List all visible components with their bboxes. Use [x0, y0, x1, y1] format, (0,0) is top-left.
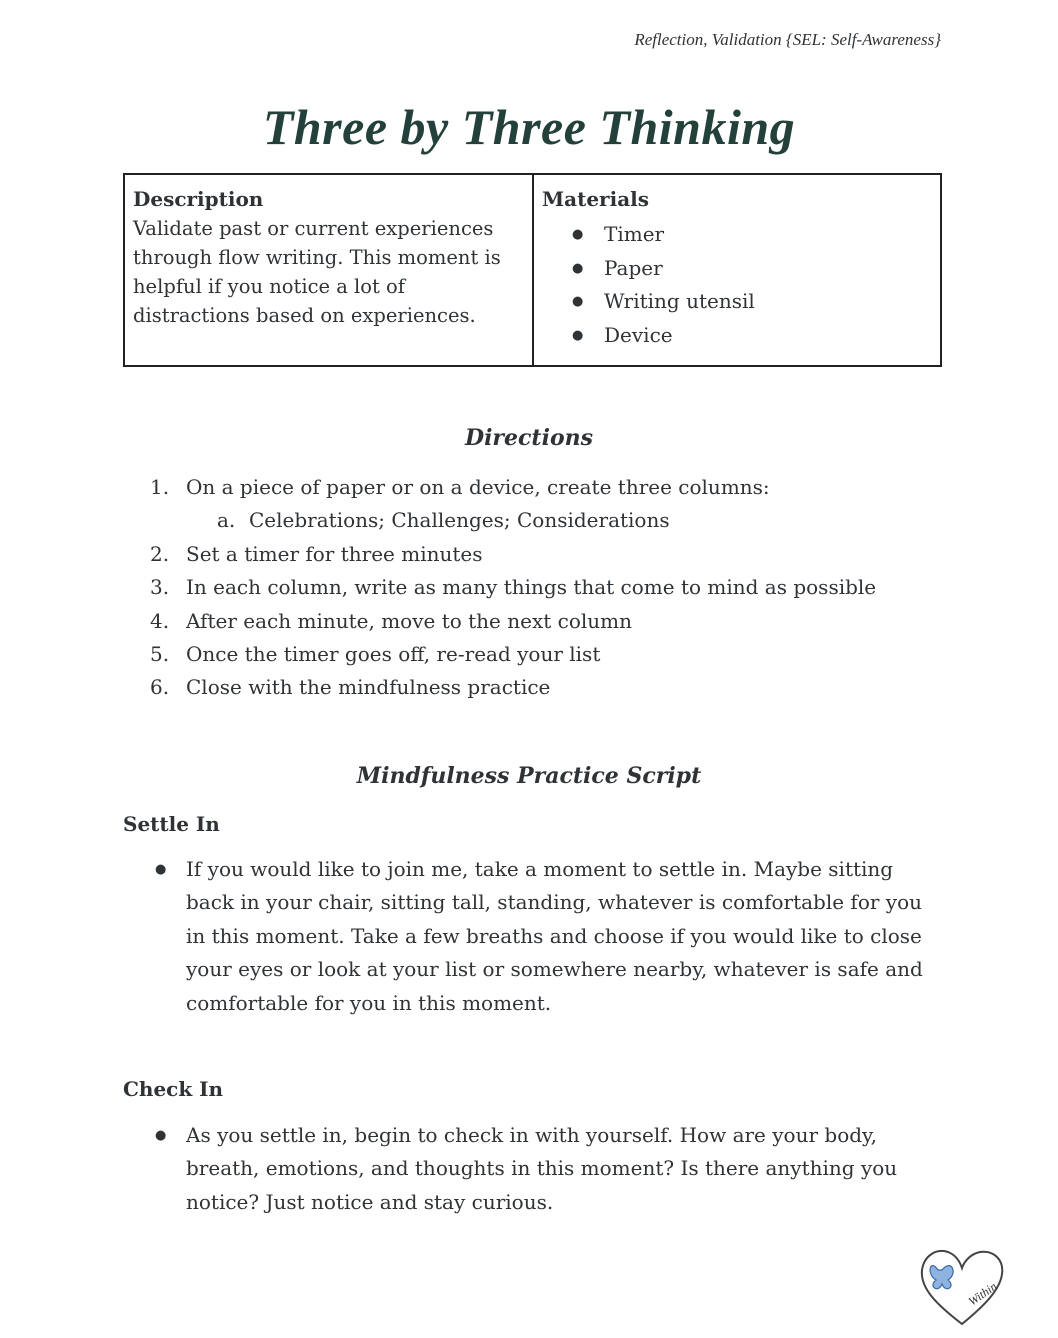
info-table — [123, 173, 942, 367]
settle-in-text: If you would like to join me, take a moment to settle in. Maybe sitting back in your chair, sitting tall, standing, whatever is comfortable for you in this moment. Take a few breaths and choose if you would like to close your eyes or look at your list or somewhere nearby, whatever is safe and comfortable for you in this moment. — [186, 857, 923, 1015]
directions-list — [150, 471, 970, 705]
materials-list — [542, 218, 932, 352]
list-item — [150, 638, 970, 671]
step-text: Once the timer goes off, re-read your list — [186, 642, 601, 667]
step-number: 3. — [150, 575, 170, 600]
butterfly-heart-icon — [916, 1244, 1008, 1330]
header-tag: Reflection, Validation {SEL: Self-Awareness} — [634, 30, 941, 49]
description-heading: Description — [133, 187, 264, 211]
practice-heading: Mindfulness Practice Script — [356, 763, 702, 789]
list-item: ● Writing utensil — [572, 285, 932, 319]
description-text: Validate past or current experiences through flow writing. This moment is helpful if you notice a lot of distractions based on experiences. — [133, 217, 501, 327]
step-number: 1. — [150, 475, 170, 499]
list-item: ● Device — [572, 319, 932, 353]
step-number: 5. — [150, 642, 170, 667]
check-in-text-block — [150, 1119, 940, 1219]
list-item — [150, 671, 970, 704]
bullet-icon: ● — [155, 1128, 167, 1143]
page-title: Three by Three Thinking — [262, 99, 796, 155]
materials-cell — [534, 175, 940, 365]
bullet-icon: ● — [155, 862, 167, 877]
step-number: 6. — [150, 675, 170, 700]
list-item — [150, 471, 970, 504]
list-item — [150, 571, 970, 604]
settle-in-text-block — [150, 853, 940, 1020]
directions-heading: Directions — [465, 425, 593, 451]
list-item — [150, 605, 970, 638]
list-item: ● Paper — [572, 252, 932, 286]
description-cell — [125, 175, 534, 365]
sub-list-item — [150, 504, 970, 537]
step-text: In each column, write as many things that come to mind as possible — [186, 575, 877, 600]
settle-in-heading: Settle In — [123, 812, 220, 836]
step-text: Close with the mindfulness practice — [186, 675, 551, 700]
step-text: After each minute, move to the next column — [186, 608, 632, 633]
check-in-heading: Check In — [123, 1077, 224, 1101]
step-text: Set a timer for three minutes — [186, 541, 483, 566]
list-item: ● Timer — [572, 218, 932, 252]
substep-text: Celebrations; Challenges; Considerations — [249, 508, 670, 533]
materials-heading: Materials — [542, 187, 650, 211]
list-item — [150, 538, 970, 571]
substep-letter: a. — [217, 508, 236, 533]
logo-text: Within — [965, 1279, 1000, 1309]
step-text: On a piece of paper or on a device, create three columns: — [186, 475, 770, 499]
step-number: 4. — [150, 608, 170, 633]
check-in-text: As you settle in, begin to check in with yourself. How are your body, breath, emotions, and thoughts in this moment? Is there anything you notice? Just notice and stay curious. — [186, 1123, 898, 1214]
step-number: 2. — [150, 541, 170, 566]
